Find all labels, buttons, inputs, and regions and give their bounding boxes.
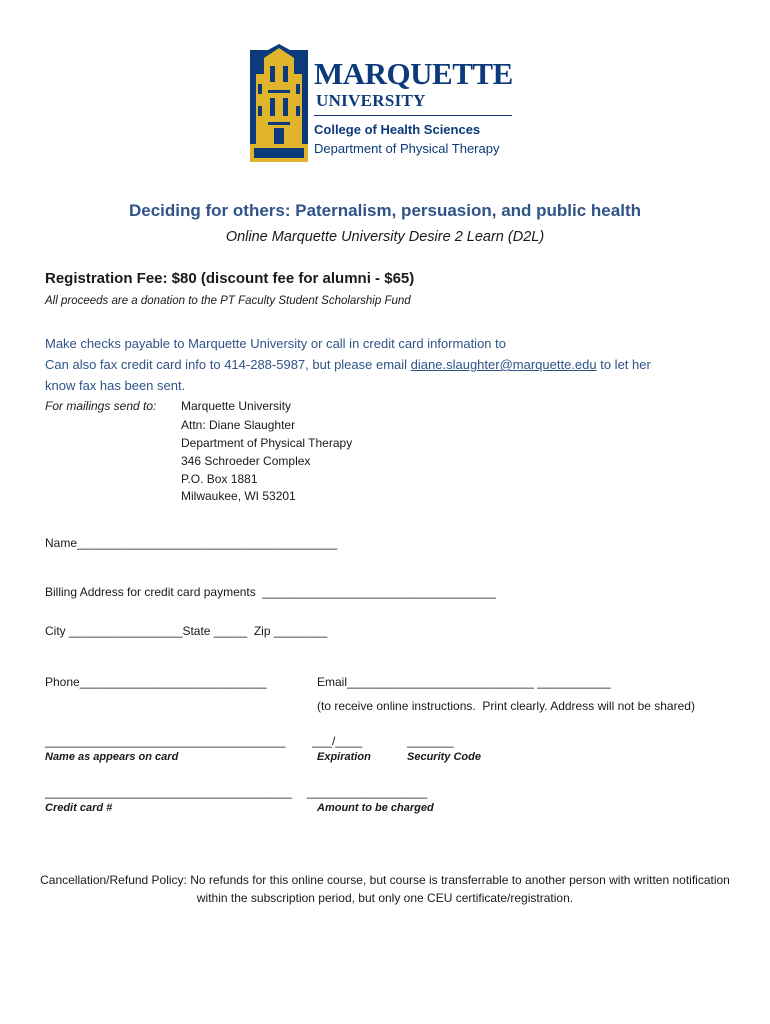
address-line: P.O. Box 1881 bbox=[181, 472, 258, 486]
page-subtitle: Online Marquette University Desire 2 Learn (D2L) bbox=[225, 229, 545, 245]
city-state-zip-field[interactable]: City _________________State _____ Zip ________ bbox=[45, 624, 328, 638]
logo-university: UNIVERSITY bbox=[316, 91, 426, 110]
mailing-label: For mailings send to: bbox=[45, 399, 157, 413]
tower-crest-icon bbox=[250, 44, 308, 162]
payment-line-2-tail: to let her bbox=[596, 357, 651, 372]
expiration-field[interactable]: ___/____ bbox=[312, 734, 363, 748]
payment-line-3: know fax has been sent. bbox=[45, 378, 186, 393]
expiration-label: Expiration bbox=[317, 751, 371, 763]
marquette-logo bbox=[250, 44, 520, 162]
address-line: Marquette University bbox=[181, 399, 292, 413]
logo-college: College of Health Sciences bbox=[314, 122, 481, 137]
registration-fee: Registration Fee: $80 (discount fee for alumni - $65) bbox=[45, 270, 415, 287]
card-name-label: Name as appears on card bbox=[45, 751, 179, 763]
amount-field[interactable]: __________________ bbox=[307, 785, 428, 799]
phone-field[interactable]: Phone____________________________ bbox=[45, 675, 267, 689]
payment-line-2-text: Can also fax credit card info to 414-288-5987, but please email bbox=[45, 357, 411, 372]
email-note: (to receive online instructions. Print clearly. Address will not be shared) bbox=[317, 699, 695, 713]
card-number-field[interactable]: _____________________________________ bbox=[45, 785, 292, 799]
card-name-field[interactable]: ____________________________________ bbox=[45, 734, 286, 748]
address-line: 346 Schroeder Complex bbox=[181, 454, 311, 468]
logo-department: Department of Physical Therapy bbox=[314, 141, 500, 156]
logo-name: MARQUETTE bbox=[314, 56, 513, 91]
address-line: Milwaukee, WI 53201 bbox=[181, 489, 296, 503]
logo-divider bbox=[314, 115, 512, 116]
contact-email-link[interactable]: diane.slaughter@marquette.edu bbox=[410, 357, 597, 372]
billing-address-field[interactable]: Billing Address for credit card payments ___________________________________ bbox=[45, 585, 497, 599]
proceeds-note: All proceeds are a donation to the PT Faculty Student Scholarship Fund bbox=[45, 295, 411, 307]
card-number-label: Credit card # bbox=[45, 802, 113, 814]
refund-policy: Cancellation/Refund Policy: No refunds for this online course, but course is transferrable to another person with written notification within the subscription period, but only one CEU certificate/registration. bbox=[40, 873, 730, 905]
address-line: Attn: Diane Slaughter bbox=[181, 418, 296, 432]
security-code-label: Security Code bbox=[407, 751, 481, 763]
payment-line-1: Make checks payable to Marquette University or call in credit card information to bbox=[45, 336, 506, 351]
security-code-field[interactable]: _______ bbox=[407, 734, 454, 748]
name-field[interactable]: Name_______________________________________ bbox=[45, 536, 338, 550]
amount-label: Amount to be charged bbox=[317, 802, 434, 814]
email-field[interactable]: Email____________________________ ___________ bbox=[317, 675, 611, 689]
address-line: Department of Physical Therapy bbox=[181, 436, 353, 450]
payment-line-2 bbox=[45, 357, 651, 372]
page-title: Deciding for others: Paternalism, persuasion, and public health bbox=[129, 201, 641, 220]
